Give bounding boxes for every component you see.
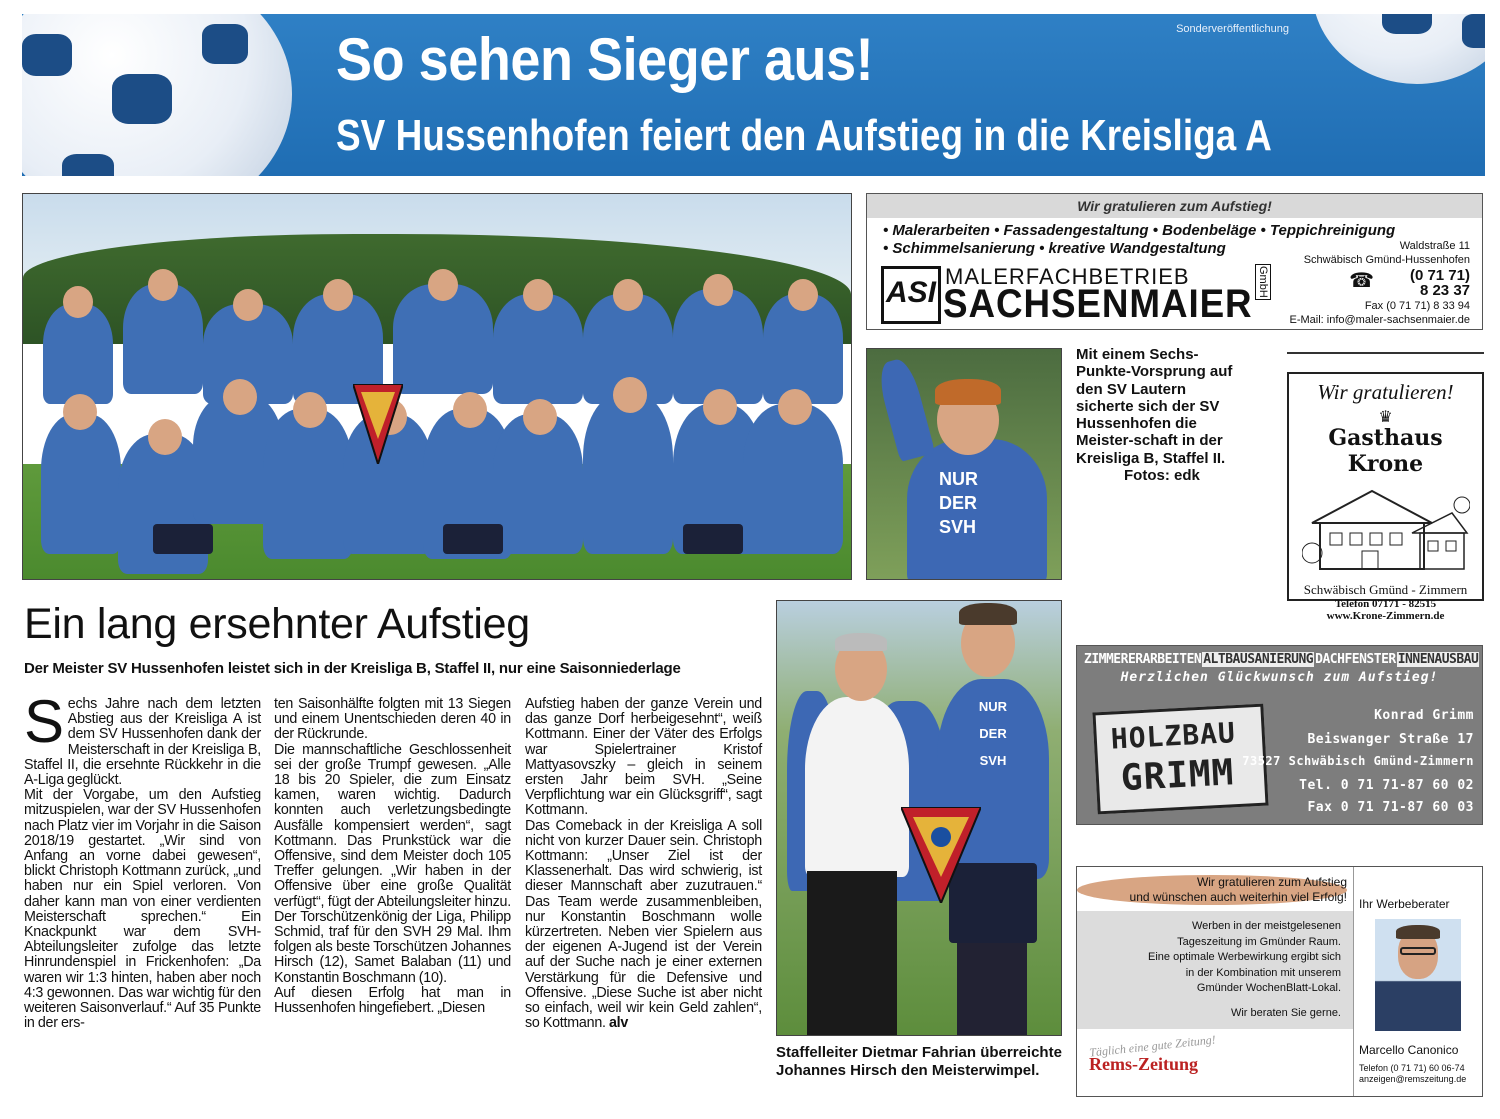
photo-caption-small [1076, 346, 1236, 484]
article-column-1 [24, 688, 261, 1032]
article-col2-p3: Auf diesen Erfolg hat man in Hussenhofen hingefiebert. „Diesen [274, 984, 511, 1017]
ad-maler-city: Schwäbisch Gmünd-Hussenhofen [1303, 254, 1470, 266]
ad-holzbau-street: Beiswanger Straße 17 [1307, 732, 1474, 747]
article-col3-p1: Aufstieg haben der ganze Verein und das ganze Dorf herbeigesehnt“, weiß Kottmann. Einer der Väter des Erfolgs war Spielertrainer Kristof Mattyasovszky – gleich in seinem ersten Jahr beim SVH. „Seine Verpflichtung war ein Glücksgriff“, sagt Kottmann. [525, 696, 762, 819]
ad-holzbau-logo-line2: GRIMM [1119, 752, 1236, 800]
ad-holzbau-greeting: Herzlichen Glückwunsch zum Aufstieg! [1120, 670, 1439, 685]
ad-krone-name: Gasthaus Krone [1328, 425, 1443, 477]
article-col3-p2: Das Comeback in der Kreisliga A soll nicht von kurzer Dauer sein. Christoph Kottmann: „Unser Ziel ist der Klassenerhalt. Das wird schwierig, ist dieser Mannschaft aber zuzutrauen.“ Das Team werde zusammenbleiben, nur Konstantin Boschmann wolle kürzertreten. Neben vier Spielern aus der eigenen A-Jugend ist der Verein auf der Suche nach je einer externen Verstärkung für die Defensive und Offensive. „Diese Suche ist aber nicht so einfach, weil wir kein Geld zahlen“, so Kottmann. [525, 817, 762, 1032]
article-col2-p1: ten Saisonhälfte folgten mit 13 Siegen und einem Unentschieden deren 40 in der Rückrunde. [274, 696, 511, 743]
ad-rz-body [1077, 911, 1353, 1029]
shirt-text-2: DER [939, 493, 978, 513]
banner-title: So sehen Sieger aus! [336, 26, 874, 93]
article-col1-p2: Mit der Vorgabe, um den Aufstieg mitzuspielen, war der SV Hussenhofen nach Platz vier im Vorjahr in die Saison 2018/19 gestartet. „Wir sind von Anfang an vorne dabei gewesen“, blickt Christoph Kottmann zurück, „und haben nur ein Spiel verloren. Von daher kann man von einer verdienten Meisterschaft sprechen.“ Ein Knackpunkt war dem SVH-Abteilungsleiter zufolge das letzte Hinrundenspiel in Frickenhofen: „Da waren wir 1:3 hinten, haben aber noch 4:3 gewonnen. Das war wichtig für den weiteren Saisonverlauf.“ Auf 35 Punkte in der ers- [24, 787, 261, 1032]
article-column-3 [525, 697, 762, 1031]
ad-maler-fax: Fax (0 71 71) 8 33 94 [1364, 300, 1470, 312]
ad-rz-heading-2: und wünschen auch weiterhin viel Erfolg! [1129, 890, 1347, 904]
ad-rz-advisor-phone: Telefon (0 71 71) 60 06-74 [1359, 1063, 1465, 1073]
ad-holzbau-services [1083, 652, 1479, 667]
ad-maler-street: Waldstraße 11 [1399, 240, 1470, 252]
shirt-text-3: SVH [939, 517, 977, 537]
soccer-ball-right-graphic [1312, 14, 1485, 84]
ad-holzbau-contact-name: Konrad Grimm [1374, 708, 1474, 723]
ad-maler-company-top: MALERFACHBETRIEB [945, 264, 1190, 289]
ad-gasthaus-krone [1287, 372, 1484, 622]
ad-holzbau-service-1: ZIMMERERARBEITEN [1084, 652, 1202, 667]
ad-holzbau-service-2: ALTBAUSANIERUNG [1203, 652, 1314, 667]
ad-maler-company-suffix: GmbH [1257, 266, 1269, 298]
article-col2-p2: Die mannschaftliche Geschlossenheit sei der große Trumpf gewesen. „Alle 18 bis 20 Spieler, die zum Einsatz kamen, waren wichtig. Dadurch konnten auch verletzungsbedingte Ausfälle kompensiert werden“, sagt Kottmann. Das Prunkstück war die Offensive, sind dem Meister doch 105 Treffer gelungen. „Wir haben in der Offensive über eine große Qualität verfügt“, fügt der Abteilungsleiter hinzu. Der Torschützenkönig der Liga, Philipp Schmid, traf für den SVH 29 Mal. Ihm folgen als beste Torschützen Johannes Hirsch (12), Samet Balaban (11) und Konstantin Boschmann (10). [274, 741, 511, 986]
ad-holzbau-logo-line1: HOLZBAU [1110, 716, 1237, 756]
ad-rz-slogan: Täglich eine gute Zeitung! [1088, 1032, 1217, 1060]
meisterwimpel-icon [901, 807, 981, 903]
article-col1-p1: echs Jahre nach dem letzten Abstieg aus der Kreisliga A ist dem SV Hussenhofen dank der Meisterschaft in der Kreisliga B, Staffel II, die ersehnte Rückkehr in die A-Liga geglückt. [24, 696, 261, 789]
ad-holzbau-service-4: INNENAUSBAU [1397, 652, 1479, 667]
photo-credit: Fotos: edk [1124, 467, 1200, 485]
ad-rz-advisor-contact [1359, 1063, 1466, 1085]
ad-rz-body-5: Gmünder WochenBlatt-Lokal. [1196, 982, 1341, 994]
ad-krone-location: Schwäbisch Gmünd - Zimmern [1303, 582, 1468, 597]
wimpel-shirt-text-1: NUR [978, 699, 1008, 714]
inn-drawing-icon [1302, 483, 1470, 573]
article-dropcap: S [24, 688, 64, 755]
ad-rz-advisor-label: Ihr Werbeberater [1359, 897, 1450, 911]
ad-rz-body-4: in der Kombination mit unserem [1185, 966, 1341, 979]
banner-kicker: Sonderveröffentlichung [1176, 23, 1289, 35]
ad-holzbau-grimm [1076, 645, 1483, 825]
banner-subtitle: SV Hussenhofen feiert den Aufstieg in die Kreisliga A [336, 111, 1272, 160]
ad-rz-body-1: Werben in der meistgelesenen [1192, 920, 1341, 932]
article-author: alv [608, 1015, 629, 1032]
ad-maler-header: Wir gratulieren zum Aufstieg! [867, 194, 1482, 218]
ad-maler-phone-number: 8 23 37 [1419, 282, 1470, 299]
article-headline: Ein lang ersehnter Aufstieg [24, 600, 530, 648]
ad-rz-advisor-name: Marcello Canonico [1359, 1043, 1459, 1057]
ad-krone-phone: Telefon 07171 - 82515 [1334, 598, 1437, 610]
caption-small-text: Mit einem Sechs-Punkte-Vorsprung auf den SV Lautern sicherte sich der SV Hussenhofen die Meister-schaft in der Kreisliga B, Staffel II. [1076, 346, 1233, 467]
ad-maler-phone-area: (0 71 71) [1409, 267, 1470, 284]
article-subhead: Der Meister SV Hussenhofen leistet sich in der Kreisliga B, Staffel II, nur eine Saisonniederlage [24, 660, 681, 677]
wimpel-shirt-text-2: DER [979, 726, 1007, 741]
wimpel-shirt-text-3: SVH [979, 753, 1007, 768]
photo-caption-wimpel: Staffelleiter Dietmar Fahrian überreichte Johannes Hirsch den Meisterwimpel. [776, 1044, 1062, 1079]
ad-rz-heading-1: Wir gratulieren zum Aufstieg [1196, 875, 1347, 889]
ad-maler-company-name: SACHSENMAIER [943, 282, 1253, 326]
advisor-portrait [1375, 919, 1461, 1031]
ad-maler-services-1: • Malerarbeiten • Fassadengestaltung • Bodenbeläge • Teppichreinigung [883, 222, 1396, 239]
ad-maler-logo: ASI [881, 266, 941, 324]
ad-malerfachbetrieb-sachsenmaier [866, 193, 1483, 330]
ad-rz-body-3: Eine optimale Werbewirkung ergibt sich [1148, 951, 1341, 963]
ad-rz-body-2: Tageszeitung im Gmünder Raum. [1177, 935, 1341, 948]
pennant-handover-photo [776, 600, 1062, 1036]
divider [1287, 352, 1484, 354]
ad-maler-phone [1410, 268, 1470, 298]
ad-holzbau-service-3: DACHFENSTER [1315, 652, 1396, 667]
ad-holzbau-fax: Fax 0 71 71-87 60 03 [1307, 800, 1474, 815]
ad-maler-email: E-Mail: info@maler-sachsenmaier.de [1289, 314, 1470, 326]
ad-maler-services-2: • Schimmelsanierung • kreative Wandgestaltung [883, 240, 1226, 257]
ad-krone-greeting: Wir gratulieren! [1317, 380, 1454, 404]
ad-krone-website[interactable]: www.Krone-Zimmern.de [1326, 610, 1445, 622]
ad-rz-heading [1077, 875, 1347, 905]
team-photo [22, 193, 852, 580]
ad-rz-advice: Wir beraten Sie gerne. [1230, 1007, 1341, 1019]
soccer-ball-left-graphic [22, 14, 292, 176]
rems-zeitung-logo [1088, 1032, 1217, 1075]
ad-holzbau-city: 73527 Schwäbisch Gmünd-Zimmern [1242, 754, 1474, 768]
shirt-text-1: NUR [939, 469, 978, 489]
ad-rems-zeitung [1076, 866, 1483, 1097]
boy-photo [866, 348, 1062, 580]
pennant-icon [353, 384, 403, 464]
ad-rz-brand: Rems-Zeitung [1089, 1054, 1198, 1074]
ad-rz-advisor-email[interactable]: anzeigen@remszeitung.de [1359, 1074, 1467, 1084]
ad-holzbau-tel: Tel. 0 71 71-87 60 02 [1299, 778, 1474, 793]
crown-icon: ♛ [1378, 409, 1393, 426]
article-column-2 [274, 697, 511, 1016]
telephone-icon: ☎ [1349, 270, 1374, 292]
header-banner [22, 14, 1485, 176]
